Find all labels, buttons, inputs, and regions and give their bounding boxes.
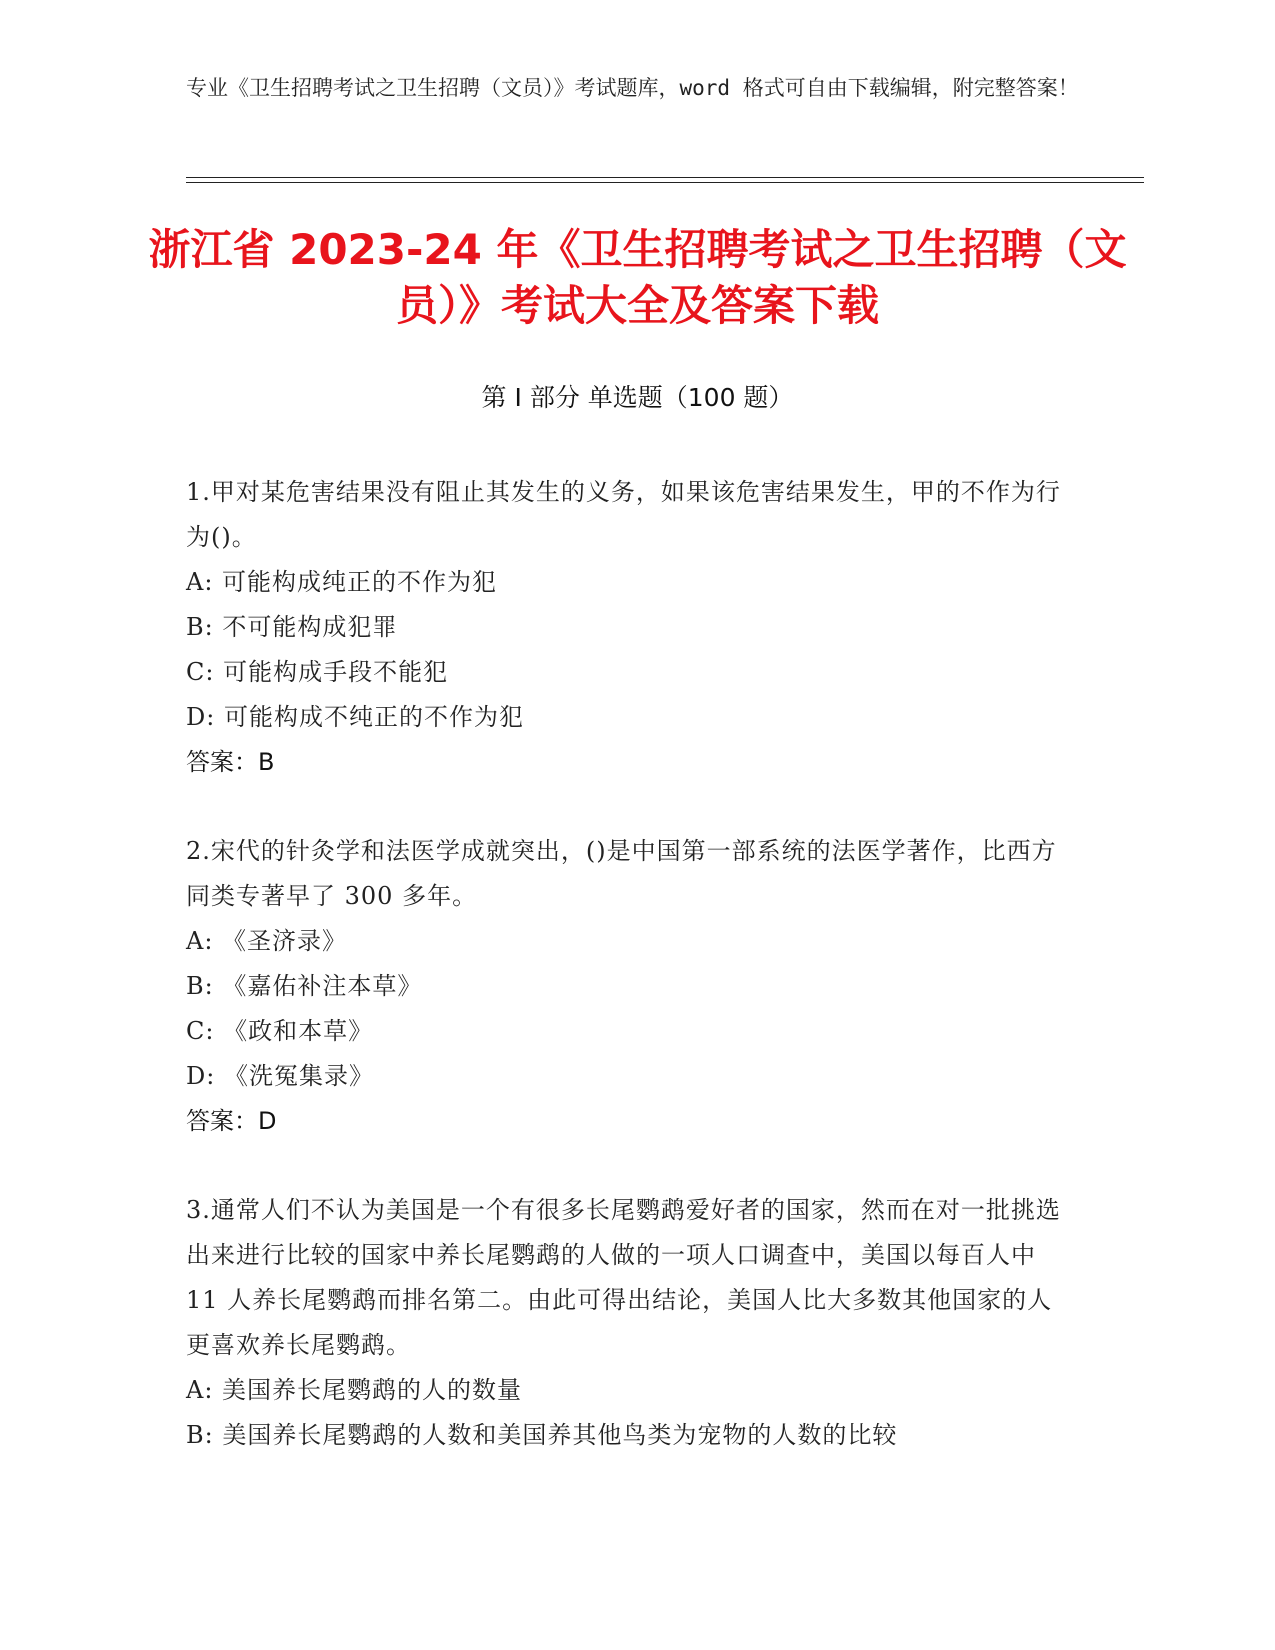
option-a: A: 可能构成纯正的不作为犯 xyxy=(186,568,498,596)
answer: 答案：D xyxy=(186,1107,277,1135)
option-c: C: 《政和本草》 xyxy=(186,1017,374,1045)
question-stem: 1.甲对某危害结果没有阻止其发生的义务，如果该危害结果发生，甲的不作为行为()。 xyxy=(186,478,1061,551)
answer: 答案：B xyxy=(186,748,275,776)
header-divider-top xyxy=(186,177,1144,178)
option-b: B: 美国养长尾鹦鹉的人数和美国养其他鸟类为宠物的人数的比较 xyxy=(186,1421,898,1449)
question-1 xyxy=(186,470,1066,785)
question-3 xyxy=(186,1188,1066,1458)
question-list xyxy=(186,470,1066,1502)
section-heading: 第 I 部分 单选题（100 题） xyxy=(481,383,794,412)
option-a: A: 《圣济录》 xyxy=(186,927,348,955)
option-d: D: 《洗冤集录》 xyxy=(186,1062,374,1090)
header-note: 专业《卫生招聘考试之卫生招聘（文员）》考试题库，word 格式可自由下载编辑，附完整答案！ xyxy=(186,76,1079,100)
question-2 xyxy=(186,829,1066,1144)
option-c: C: 可能构成手段不能犯 xyxy=(186,658,449,686)
header-divider-bottom xyxy=(186,182,1144,183)
document-title: 浙江省 2023-24 年《卫生招聘考试之卫生招聘（文员）》考试大全及答案下载 xyxy=(148,225,1127,330)
option-d: D: 可能构成不纯正的不作为犯 xyxy=(186,703,524,731)
question-stem: 2.宋代的针灸学和法医学成就突出，()是中国第一部系统的法医学著作，比西方同类专著早了 300 多年。 xyxy=(186,837,1057,910)
question-stem: 3.通常人们不认为美国是一个有很多长尾鹦鹉爱好者的国家，然而在对一批挑选出来进行比较的国家中养长尾鹦鹉的人做的一项人口调查中，美国以每百人中 11 人养长尾鹦鹉而排名第二。由此可得出结论，美国人比大多数其他国家的人更喜欢养长尾鹦鹉。 xyxy=(186,1196,1061,1359)
option-b: B: 《嘉佑补注本草》 xyxy=(186,972,423,1000)
option-a: A: 美国养长尾鹦鹉的人的数量 xyxy=(186,1376,523,1404)
option-b: B: 不可能构成犯罪 xyxy=(186,613,398,641)
